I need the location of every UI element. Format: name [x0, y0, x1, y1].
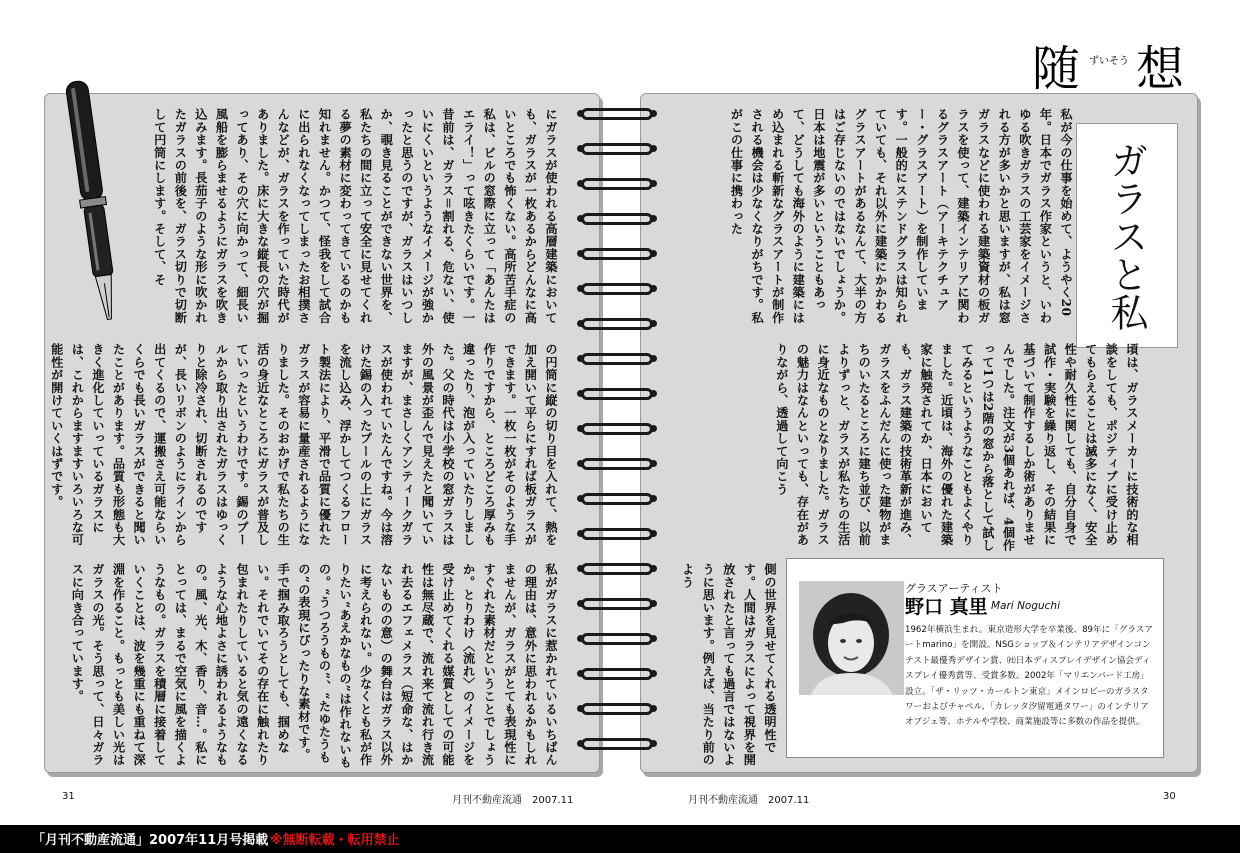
- binding-ring: [577, 738, 657, 750]
- section-title-char1: 随: [1032, 41, 1081, 97]
- author-name-roman: Mari Noguchi: [991, 600, 1061, 612]
- magazine-label-left: 月刊不動産流通 2007.11: [452, 795, 574, 806]
- author-name: 野口 真里: [905, 596, 988, 618]
- binding-ring: [577, 528, 657, 540]
- binding-ring: [577, 563, 657, 575]
- binding-ring: [577, 598, 657, 610]
- binding-ring: [577, 633, 657, 645]
- essay-column-left-bottom: 私がガラスに惹かれているいちばんの理由は、意外に思われるかもしれませんが、ガラスがとても表現性にすぐれた素材だということでしょうか。とりわけ〈流れ〉のイメージを受け止めてくれる媒質としての可能性は無尽蔵で、流れ来て流れ行き流れ去るエフェメラス（短命な、はかないものの意）の舞台はガラス以外に考えられない。少なくとも私が作りたい“あえかなもの”は作れないもの。“うつろうもの”、“たゆたうもの”の表現にぴったりな素材です。手で掴み取ろうとしても、掴めない。それでいてその存在に触れたり包まれたりしていると気の遠くなるような心地よさに誘われるようなもの。風、光、木、香り、音…。私にとっては、まるで空気に風を描くようなもの。ガラスを積層に接着していくことは、波を幾重にも重ねて深淵を作ること。もっとも美しい光はガラスの光。そう思って、日々ガラスに向き合っています。: [70, 563, 558, 769]
- binding-ring: [577, 493, 657, 505]
- binding-ring: [577, 248, 657, 260]
- binding-ring: [577, 318, 657, 330]
- author-photo: [799, 581, 904, 695]
- essay-column-left-top: にガラスが使われる高層建築においても、ガラスが一枚あるからどんなに高いところでも怖くない。高所苦手症の私は、ビルの窓際に立って「あんたはエライ！」って呟きたくらいです。一昔前は、ガラス＝割れる、危ない、使いにくいというようなイメージが強かったと思うのですが、ガラスはいつしか、覗き見ることができない世界を、私たちの間に立って安全に見せてくれる夢の素材に変わってきているのかも知れません。かつて、怪我をして試合に出られなくなってしまったお相撲さんなどが、ガラスを作っていた時代がありました。床に大きな縦長の穴が掘ってあり、その穴に向かって、細長い風船を膨らませるようにガラスを吹き込みます。長茄子のような形に吹かれたガラスの前後を、ガラス切りで切断して円筒にします。そして、そ: [152, 108, 558, 324]
- fountain-pen-icon: [60, 72, 130, 332]
- section-title-char2: 想: [1136, 41, 1185, 97]
- spiral-binding: [577, 108, 657, 768]
- binding-ring: [577, 143, 657, 155]
- binding-ring: [577, 108, 657, 120]
- section-title-ruby: ずいそう: [1089, 56, 1129, 67]
- essay-title: ガラスと私: [1104, 140, 1148, 331]
- binding-ring: [577, 353, 657, 365]
- essay-column-right-top: 私が今の仕事を始めて、ようやく20年。日本でガラス作家というと、いわゆる吹きガラスの工芸家をイメージされる方が多いかと思いますが、私は窓ガラスなどに使われる建築資材の板ガラスを使って、建築インテリアに関わるグラスアート（アーキテクチュアー・グラスアート）を制作しています。一般的にステンドグラスは知られていても、それ以外に建築にかかわるグラスアートがあるなんて、大半の方はご存じないのではないでしょうか。日本は地震が多いということもあって、どうしても海外のように建築にはめ込まれる斬新なグラスアートが制作される機会は少なくなりがちです。私がこの仕事に携わった: [729, 108, 1073, 324]
- author-bio: 1962年横浜生まれ。東京造形大学を卒業後、89年に「グラスアートmarino」を開設。NSGショップ＆インテリアデザインコンテスト最優秀デザイン賞、㈳日本ディスプレイデザイン協会ディスプレイ優秀賞等、受賞多数。2002年「マリエンバード工房」設立。「ザ・リッツ・カールトン東京」メインロビーのガラスタワーおよびチャペル、「カレッタ汐留電通タワー」のインテリアオブジェ等、ホテルや学校、商業施設等に多数の作品を提供。: [905, 625, 1153, 728]
- binding-ring: [577, 178, 657, 190]
- magazine-label-right: 月刊不動産流通 2007.11: [688, 795, 810, 806]
- essay-title-box: [1076, 123, 1178, 348]
- binding-ring: [577, 668, 657, 680]
- binding-ring: [577, 388, 657, 400]
- essay-column-right-bottom: 側の世界を見せてくれる透明性です。人間はガラスによって視界を開放されたと言っても過言ではないように思います。例えば、当たり前のよう: [680, 563, 777, 767]
- binding-ring: [577, 283, 657, 295]
- footer-bar: [0, 825, 1240, 853]
- footer-source: 「月刊不動産流通」2007年11月号掲載: [32, 833, 269, 848]
- binding-ring: [577, 703, 657, 715]
- binding-ring: [577, 213, 657, 225]
- author-profile: [786, 558, 1164, 758]
- author-role: グラスアーティスト: [905, 582, 1003, 595]
- binding-ring: [577, 423, 657, 435]
- binding-ring: [577, 458, 657, 470]
- page-number-right: 30: [1163, 791, 1176, 802]
- essay-column-left-middle: の円筒に縦の切り目を入れて、熱を加え開いて平らにすれば板ガラスができます。一枚一枚がそのような手作りですから、ところどころ厚みも違ったり、泡が入っていたりしました。父の時代は小学校の窓ガラスは外の風景が歪んで見えたと聞いていますが、まさしくアンティークガラスが使われていたんですね。今は溶けた錫の入ったプールの上にガラスを流し込み、浮かしてつくるフロート製法により、平滑で品質に優れたガラスが容易に量産されるようになりました。そのおかげで私たちの生活の身近なところにガラスが普及していったというわけです。錫のプールから取り出されたガラスはゆっくりと除冷され、切断されるのですが、長いリボンのようにラインから出てくるので、運搬さえ可能ならいくらでも長いガラスができると聞いたことがあります。品質も形態も大きく進化していっているガラスには、これからますますいろいろな可能性が開けていくはずです。: [49, 343, 558, 547]
- footer-notice: ※無断転載・転用禁止: [270, 833, 400, 848]
- page-number-left: 31: [62, 791, 75, 802]
- author-portrait-image: [799, 581, 904, 695]
- essay-column-right-middle: 頃は、ガラスメーカーに技術的な相談をしても、ポジティブに受け止めてもらえることは滅多になく、安全性や耐久性に関しても、自分自身で試作・実験を繰り返し、その結果に基づいて制作するしか術がありませんでした。注文が3個あれば、4個作って1つは2階の窓から落として試してみるというようなこともよくやりました。近頃は、海外の優れた建築家に触発されてか、日本においても、ガラス建築の技術革新が進み、ガラスをふんだんに使った建物がまちのいたるところに建ち並び、以前よりずっと、ガラスが私たちの生活に身近なものとなりました。ガラスの魅力はなんといっても、存在がありながら、透過して向こう: [774, 343, 1139, 552]
